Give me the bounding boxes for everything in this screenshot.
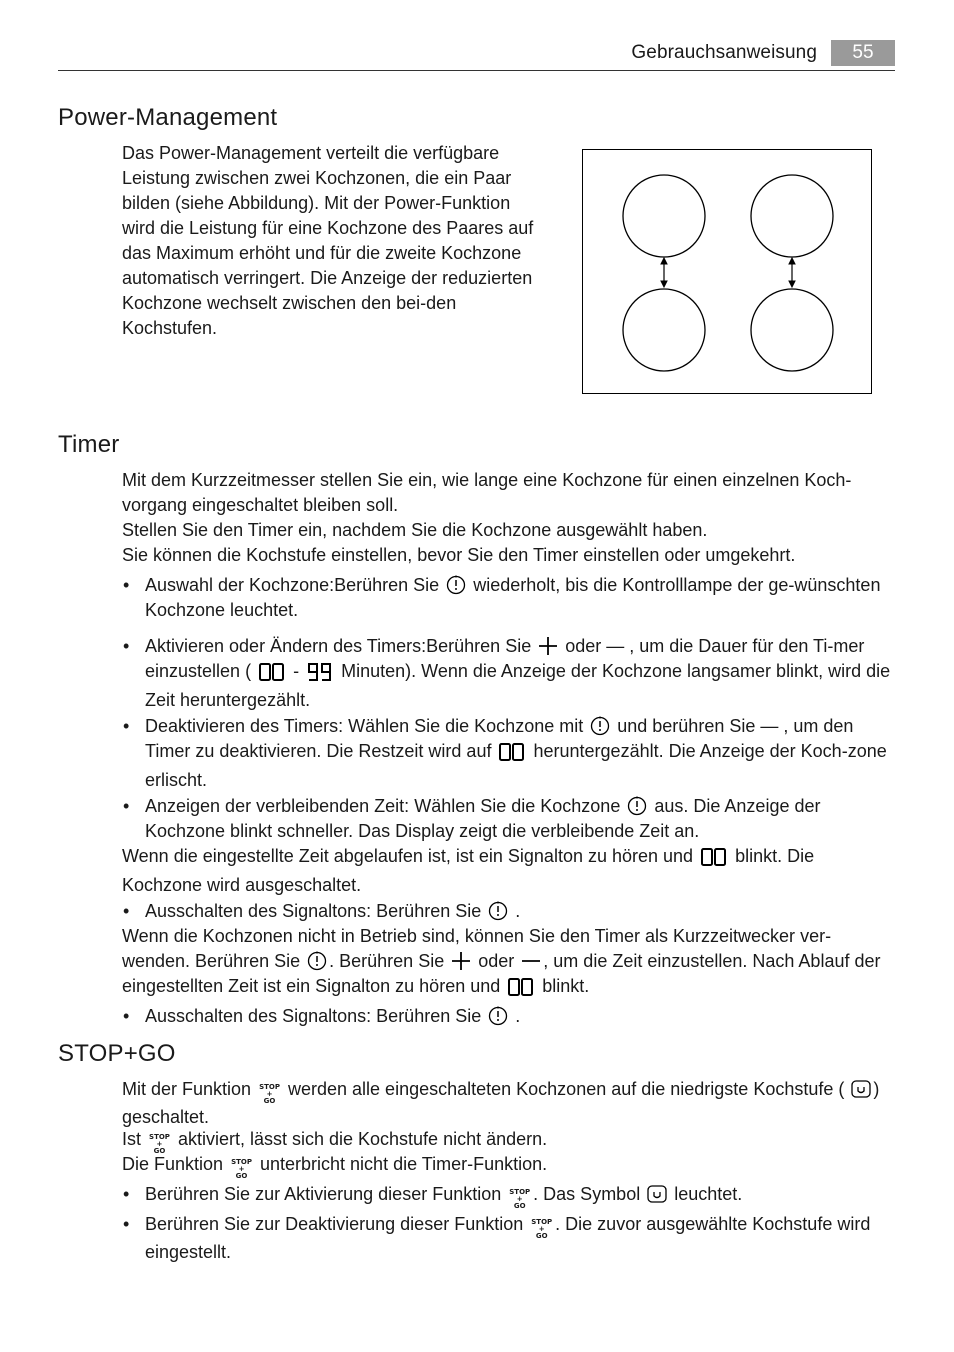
stop-go-icon-plus: + bbox=[238, 1165, 245, 1173]
bullet-text: . bbox=[515, 1006, 521, 1026]
stopgo-bullet-deactivate bbox=[122, 1212, 892, 1265]
bullet: • bbox=[123, 901, 130, 921]
paragraph-text: . Berühren Sie bbox=[329, 951, 445, 971]
bullet-text: Berühren Sie bbox=[145, 1214, 251, 1234]
bullet-text: wiederholt, bis die Kontrolllampe der ge-wünschten Kochzone leuchtet. bbox=[145, 575, 881, 620]
timer-icon bbox=[488, 901, 508, 921]
paragraph-text: unterbricht nicht die Timer-Funktion. bbox=[260, 1154, 548, 1174]
paragraph-text: Wenn die eingestellte Zeit abgelaufen ist, ist ein Signalton zu hören und bbox=[122, 846, 694, 866]
stop-go-icon-go: GO bbox=[513, 1202, 526, 1210]
timer-icon bbox=[590, 716, 610, 736]
keep-warm-icon bbox=[647, 1184, 667, 1204]
display-00-icon bbox=[701, 848, 727, 873]
bullet-text: Berühren Sie bbox=[376, 1006, 482, 1026]
bullet-text: . bbox=[515, 901, 521, 921]
stop-go-icon-stop: STOP bbox=[509, 1188, 531, 1196]
page-number: 55 bbox=[831, 40, 895, 66]
page-header bbox=[58, 40, 895, 72]
bullet-text: Berühren Sie bbox=[334, 575, 440, 595]
stopgo-paragraph-3 bbox=[122, 1152, 892, 1180]
plus-icon bbox=[451, 951, 471, 971]
bullet: • bbox=[123, 1006, 130, 1026]
stop-go-icon-stop: STOP bbox=[149, 1133, 170, 1141]
bullet-text: Wählen Sie die Kochzone bbox=[414, 796, 621, 816]
stop-go-icon-plus: + bbox=[156, 1140, 163, 1148]
display-00-icon bbox=[508, 978, 534, 1003]
timer-elapsed-text bbox=[122, 844, 892, 898]
stop-go-icon-go: GO bbox=[153, 1147, 166, 1155]
timer-icon bbox=[446, 575, 466, 595]
bullet-text: leuchtet. bbox=[674, 1184, 743, 1204]
pair-arrow-right bbox=[789, 258, 795, 287]
bullet-label: Ausschalten des Signaltons: bbox=[145, 901, 372, 921]
bullet-text: Berühren Sie bbox=[426, 636, 532, 656]
minus-icon bbox=[521, 951, 541, 971]
bullet-label: Ausschalten des Signaltons: bbox=[145, 1006, 372, 1026]
bullet-text: - bbox=[293, 661, 300, 681]
stop-go-icon bbox=[531, 1219, 552, 1240]
timer-bullet-show-remaining bbox=[122, 794, 892, 844]
paragraph-text: Ist bbox=[122, 1129, 142, 1149]
bullet-text: Berühren Sie bbox=[145, 1184, 251, 1204]
paragraph-text: aktiviert, lässt sich die Kochstufe nicht ändern. bbox=[177, 1129, 548, 1149]
pair-arrow-left bbox=[661, 258, 667, 287]
paragraph-text: , um die Zeit einzustellen. Nach Ablauf der eingestellten Zeit ist ein Signalton zu hören und bbox=[122, 951, 881, 996]
cooking-zone-rear-right bbox=[751, 289, 833, 371]
paragraph-text: ver-wenden. Berühren Sie bbox=[122, 926, 832, 971]
stop-go-icon-plus: + bbox=[538, 1225, 545, 1233]
stop-go-icon-plus: + bbox=[266, 1090, 273, 1098]
paragraph-text: blinkt. Die Kochzone wird ausgeschaltet. bbox=[122, 846, 815, 895]
bullet-text: Berühren Sie bbox=[376, 901, 482, 921]
bullet-text: oder — , um die Dauer für den Ti-mer einzustellen ( bbox=[145, 636, 865, 681]
bullet: • bbox=[123, 575, 130, 595]
paragraph-text: Die Funktion bbox=[122, 1154, 224, 1174]
stopgo-paragraph-2 bbox=[122, 1127, 892, 1155]
paragraph-text: Wenn die Kochzonen nicht in Betrieb sind, können Sie den Timer als bbox=[122, 926, 668, 946]
keyword-activation: zur Aktivierung bbox=[255, 1184, 374, 1204]
cooking-zone-rear-left bbox=[623, 289, 705, 371]
power-management-text: Das Power-Management verteilt die verfügbare Leistung zwischen zwei Kochzonen, die ein Paar bilden (siehe Abbildung). Mit der Power-Funktion wird die Leistung für eine Kochzone des Paares auf das Maximum erhöht und für die zweite Kochzone automatisch verringert. Die Anzeige der reduzierten Kochzone wechselt zwischen den bei-den Kochstufen. bbox=[122, 143, 534, 338]
timer-icon bbox=[488, 1006, 508, 1026]
bullet-text: . Das Symbol bbox=[533, 1184, 641, 1204]
bullet-text: dieser Funktion bbox=[378, 1184, 502, 1204]
bullet-text: heruntergezählt. Die Anzeige der Koch-zone erlischt. bbox=[145, 741, 887, 790]
keyword-deactivation: zur Deaktivierung bbox=[255, 1214, 396, 1234]
stop-go-icon-plus: + bbox=[516, 1195, 523, 1203]
keep-warm-icon bbox=[851, 1079, 871, 1099]
stop-go-icon-go: GO bbox=[535, 1232, 548, 1240]
paragraph-text: Mit der Funktion bbox=[122, 1079, 252, 1099]
display-00-icon bbox=[499, 743, 525, 768]
bullet-text: Minuten). Wenn die Anzeige der Kochzone langsamer blinkt, wird die Zeit heruntergezählt. bbox=[145, 661, 891, 710]
stop-go-icon bbox=[509, 1189, 530, 1210]
timer-bullet-activate bbox=[122, 634, 892, 713]
stop-go-icon bbox=[231, 1159, 252, 1180]
stop-go-icon-stop: STOP bbox=[259, 1083, 280, 1091]
stopgo-paragraph-1 bbox=[122, 1077, 892, 1130]
header-title: Gebrauchsanweisung bbox=[631, 42, 817, 63]
bullet-text: aus. Die Anzeige der Kochzone blinkt schneller. Das Display zeigt die verbleibende Zeit an. bbox=[145, 796, 821, 841]
stop-go-icon-go: GO bbox=[235, 1172, 248, 1180]
heading-stop-go: STOP+GO bbox=[58, 1040, 176, 1067]
bullet-label: Auswahl der Kochzone: bbox=[145, 575, 335, 595]
bullet: • bbox=[123, 796, 130, 816]
timer-kurzzeitwecker-text bbox=[122, 924, 892, 1003]
cooktop-diagram bbox=[582, 149, 872, 394]
bullet: • bbox=[123, 716, 130, 736]
stopgo-bullet-activate bbox=[122, 1182, 892, 1210]
timer-icon bbox=[307, 951, 327, 971]
bullet-text: . Die zuvor ausgewählte Kochstufe wird eingestellt. bbox=[145, 1214, 871, 1262]
stop-go-icon bbox=[259, 1084, 280, 1105]
bullet-label: Deaktivieren des Timers: bbox=[145, 716, 344, 736]
bullet: • bbox=[123, 1184, 130, 1204]
timer-bullet-signal-off-2 bbox=[122, 1004, 892, 1029]
cooking-zone-front-right bbox=[751, 175, 833, 257]
timer-bullet-select-zone bbox=[122, 573, 892, 623]
timer-icon bbox=[627, 796, 647, 816]
bullet: • bbox=[123, 1214, 130, 1234]
plus-icon bbox=[538, 636, 558, 656]
display-99-icon bbox=[307, 663, 333, 688]
stop-go-icon-stop: STOP bbox=[231, 1158, 252, 1166]
heading-power-management: Power-Management bbox=[58, 104, 278, 131]
timer-intro-2: Stellen Sie den Timer ein, nachdem Sie die Kochzone ausgewählt haben. bbox=[122, 520, 708, 540]
timer-bullet-signal-off-1 bbox=[122, 899, 892, 924]
bullet-text: dieser Funktion bbox=[400, 1214, 524, 1234]
keyword-kurzzeitwecker: Kurzzeitwecker bbox=[673, 926, 796, 946]
timer-intro-1: Mit dem Kurzzeitmesser stellen Sie ein, wie lange eine Kochzone für einen einzelnen Koch-vorgang eingeschaltet bleiben soll. bbox=[122, 470, 852, 515]
stop-go-icon-stop: STOP bbox=[531, 1218, 553, 1226]
bullet: • bbox=[123, 636, 130, 656]
cooking-zone-front-left bbox=[623, 175, 705, 257]
stop-go-icon-go: GO bbox=[263, 1097, 276, 1105]
bullet-text: und berühren Sie — , um den Timer zu deaktivieren. Die Restzeit wird auf bbox=[145, 716, 854, 761]
paragraph-text: ) geschaltet. bbox=[122, 1079, 880, 1127]
heading-timer: Timer bbox=[58, 431, 120, 458]
bullet-text: Wählen Sie die Kochzone mit bbox=[348, 716, 584, 736]
paragraph-text: blinkt. bbox=[542, 976, 590, 996]
bullet-label: Anzeigen der verbleibenden Zeit: bbox=[145, 796, 410, 816]
timer-intro-3: Sie können die Kochstufe einstellen, bevor Sie den Timer einstellen oder umgekehrt. bbox=[122, 545, 796, 565]
paragraph-text: oder bbox=[478, 951, 515, 971]
bullet-label: Aktivieren oder Ändern des Timers: bbox=[145, 636, 427, 656]
header-rule bbox=[58, 70, 895, 71]
paragraph-text: werden alle eingeschalteten Kochzonen auf die niedrigste Kochstufe ( bbox=[288, 1079, 845, 1099]
display-00-icon bbox=[259, 663, 285, 688]
timer-bullet-deactivate bbox=[122, 714, 892, 793]
